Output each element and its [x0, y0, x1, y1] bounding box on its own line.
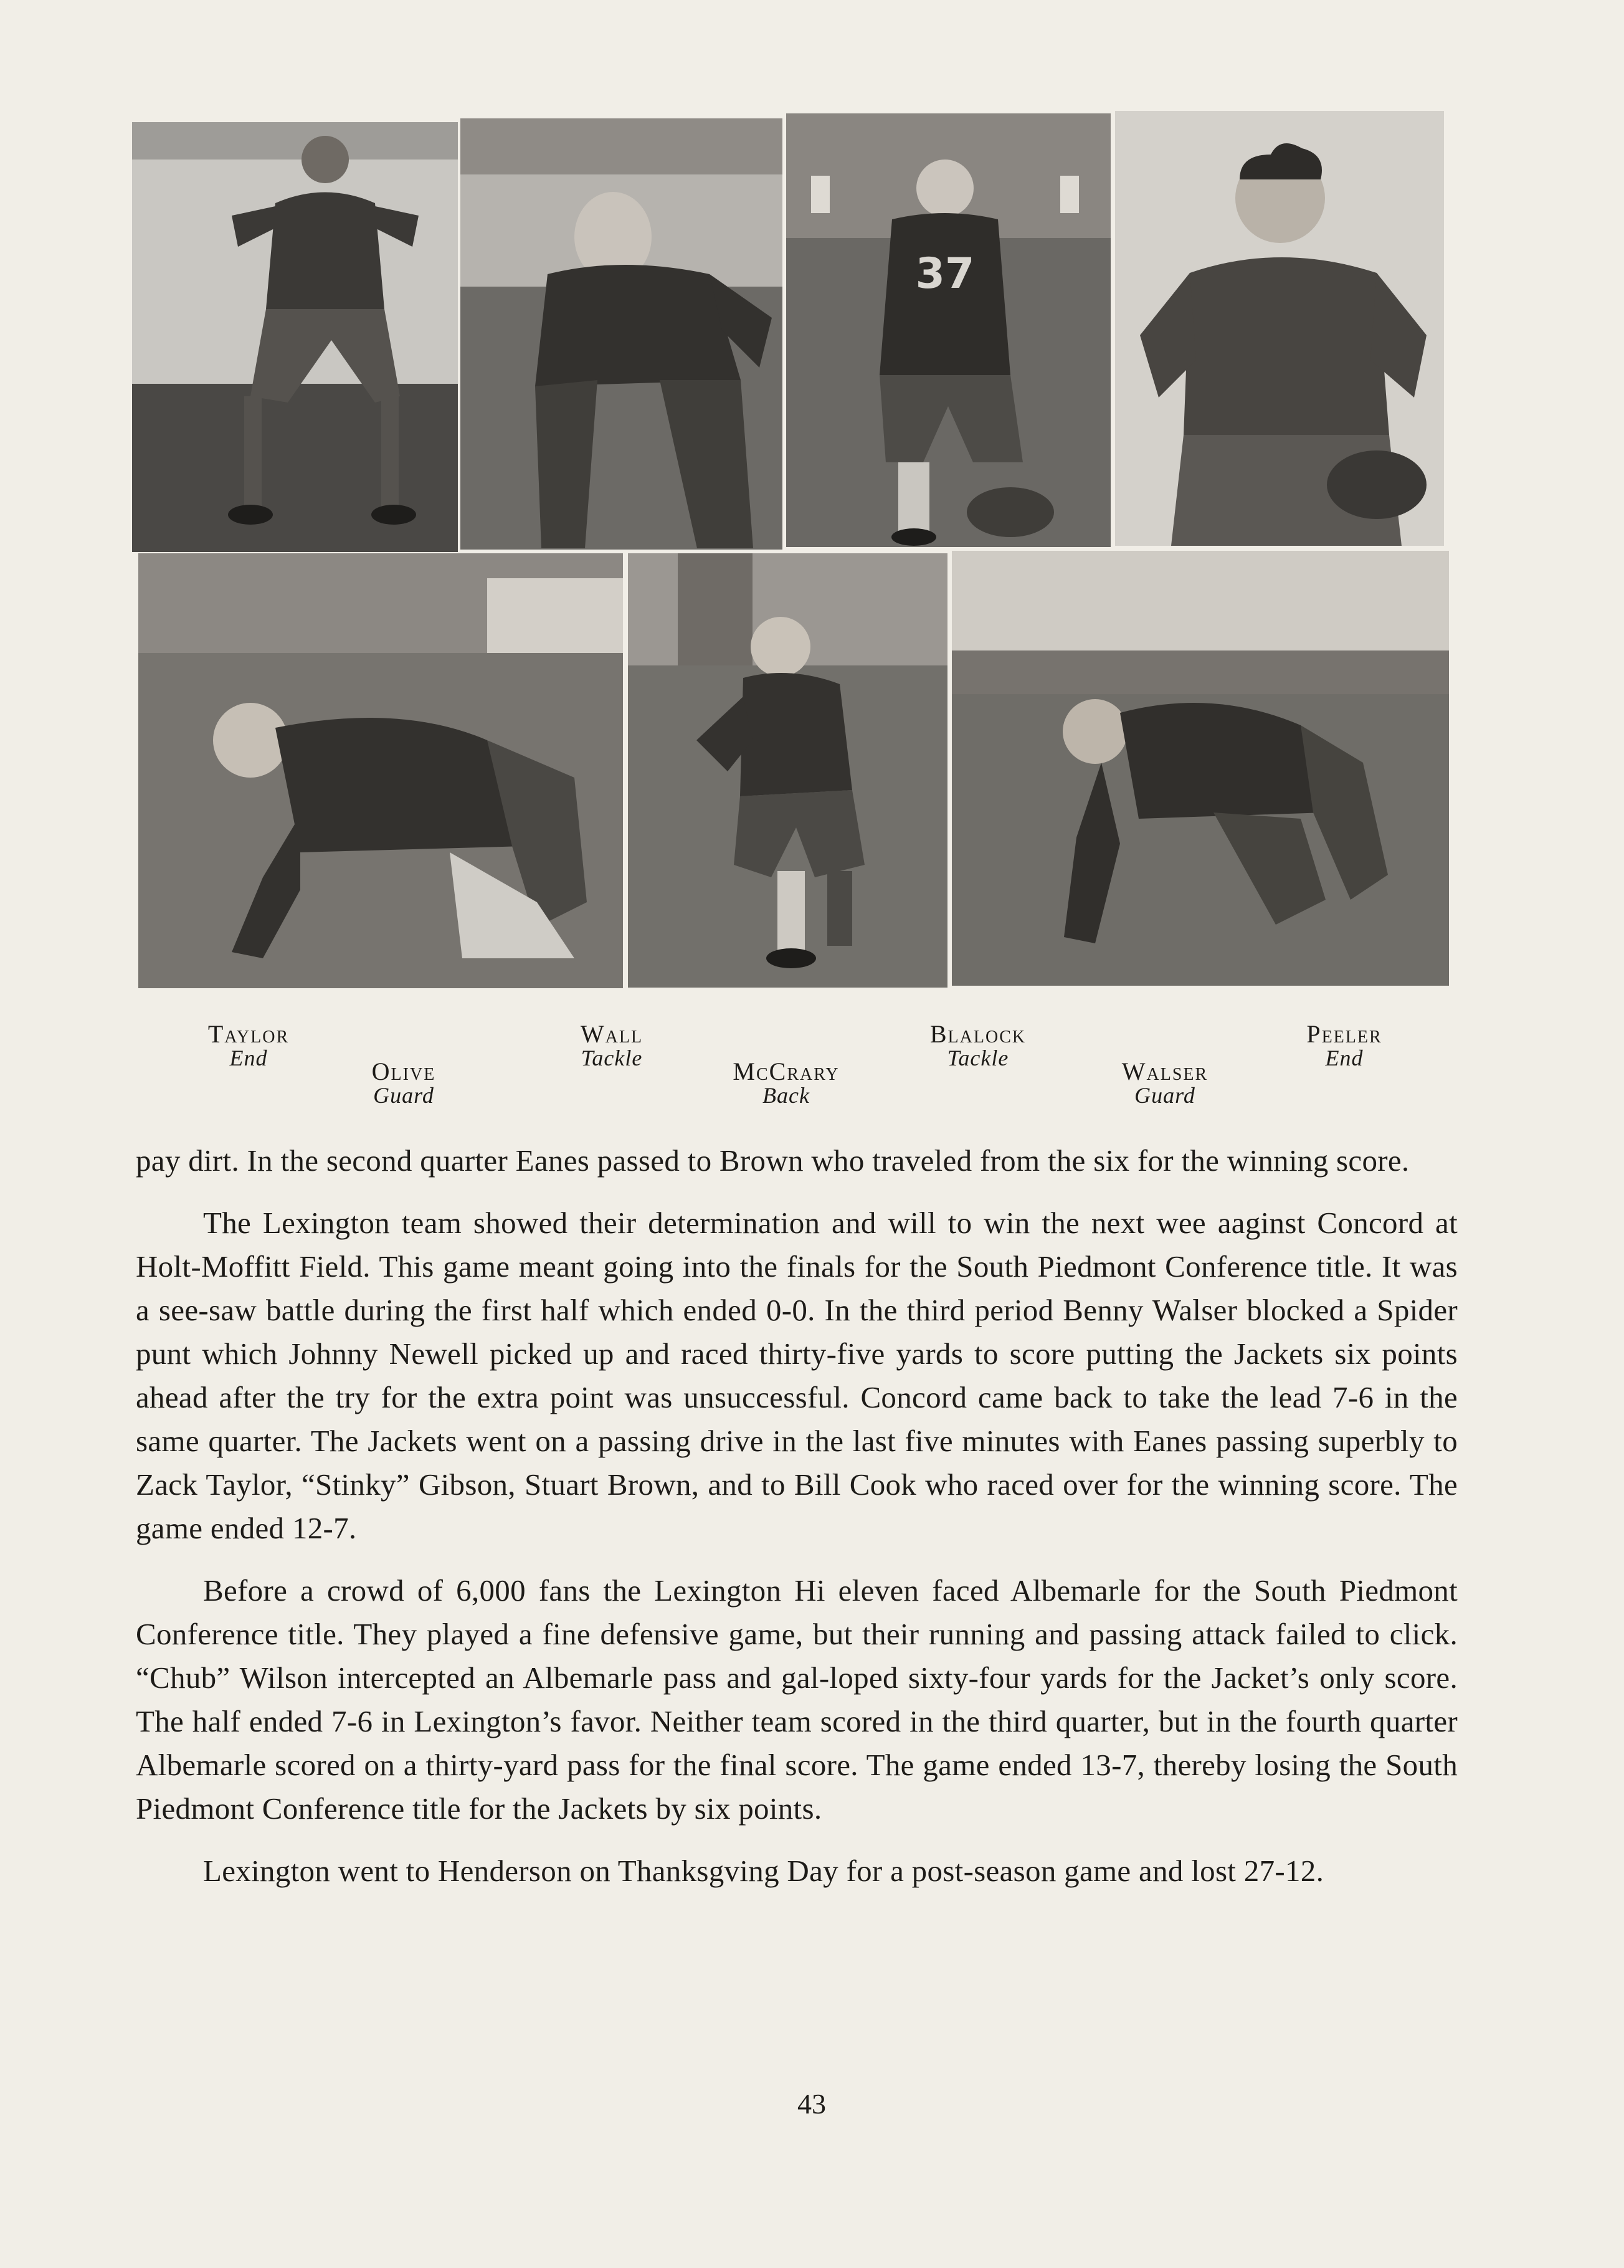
paragraph: pay dirt. In the second quarter Eanes passed to Brown who traveled from the six for the winning score.: [136, 1143, 1410, 1178]
player-figure-blalock: [628, 553, 947, 988]
photo-olive: [460, 118, 782, 550]
caption-position: Guard: [373, 1083, 434, 1108]
caption-blalock: [885, 1022, 1071, 1069]
jersey-number: 37: [915, 249, 975, 298]
caption-name: Wall: [580, 1020, 643, 1048]
caption-wall: [518, 1022, 705, 1069]
article-body: [136, 1139, 1458, 1912]
caption-position: Tackle: [947, 1046, 1009, 1070]
caption-position: End: [229, 1046, 268, 1070]
player-figure-walser: [952, 551, 1449, 986]
player-figure-olive: [460, 118, 782, 550]
photo-mccrary: [138, 553, 623, 988]
caption-olive: [310, 1059, 497, 1107]
photo-walser: [952, 551, 1449, 986]
caption-mccrary: [693, 1059, 880, 1107]
caption-name: Taylor: [207, 1020, 290, 1048]
player-figure-wall: [786, 113, 1111, 547]
photo-blalock: [628, 553, 947, 988]
caption-position: Guard: [1134, 1083, 1195, 1108]
caption-name: Olive: [371, 1057, 436, 1085]
caption-name: McCrary: [733, 1057, 840, 1085]
photo-wall: [786, 113, 1111, 547]
caption-walser: [1071, 1059, 1258, 1107]
photo-taylor: [132, 122, 458, 552]
caption-position: Tackle: [581, 1046, 643, 1070]
player-figure-peeler: [1115, 111, 1444, 546]
paragraph: The Lexington team showed their determination and will to win the next wee aaginst Concord at Holt-Moffitt Field. This game meant going into the finals for the South Piedmont Conference title. It was a see-saw battle during the first half which ended 0-0. In the third period Benny Walser blocked a Spider punt which Johnny Newell picked up and raced thirty-five yards to score putting the Jackets six points ahead after the try for the extra point was unsuccessful. Concord came back to take the lead 7-6 in the same quarter. The Jackets went on a passing drive in the last five minutes with Eanes passing superbly to Zack Taylor, “Stinky” Gibson, Stuart Brown, and to Bill Cook who raced over for the winning score. The game ended 12-7.: [136, 1206, 1458, 1545]
paragraph: Lexington went to Henderson on Thanksgving Day for a post-season game and lost 27-12.: [203, 1854, 1324, 1888]
player-figure-mccrary: [138, 553, 623, 988]
paragraph: Before a crowd of 6,000 fans the Lexington Hi eleven faced Albemarle for the South Piedmont Conference title. They played a fine defensive game, but their running and passing attack failed to click. “Chub” Wilson intercepted an Albemarle pass and gal-loped sixty-four yards for the Jacket’s only score. The half ended 7-6 in Lexington’s favor. Neither team scored in the third quarter, but in the fourth quarter Albemarle scored on a thirty-yard pass for the final score. The game ended 13-7, thereby losing the South Piedmont Conference title for the Jackets by six points.: [136, 1573, 1458, 1826]
caption-position: End: [1325, 1046, 1364, 1070]
photo-peeler: [1115, 111, 1444, 546]
caption-name: Peeler: [1306, 1020, 1382, 1048]
page-number: 43: [797, 2088, 826, 2120]
player-figure-taylor: [132, 122, 458, 552]
caption-peeler: [1251, 1022, 1438, 1069]
caption-name: Walser: [1121, 1057, 1209, 1085]
caption-name: Blalock: [929, 1020, 1027, 1048]
caption-position: Back: [762, 1083, 810, 1108]
